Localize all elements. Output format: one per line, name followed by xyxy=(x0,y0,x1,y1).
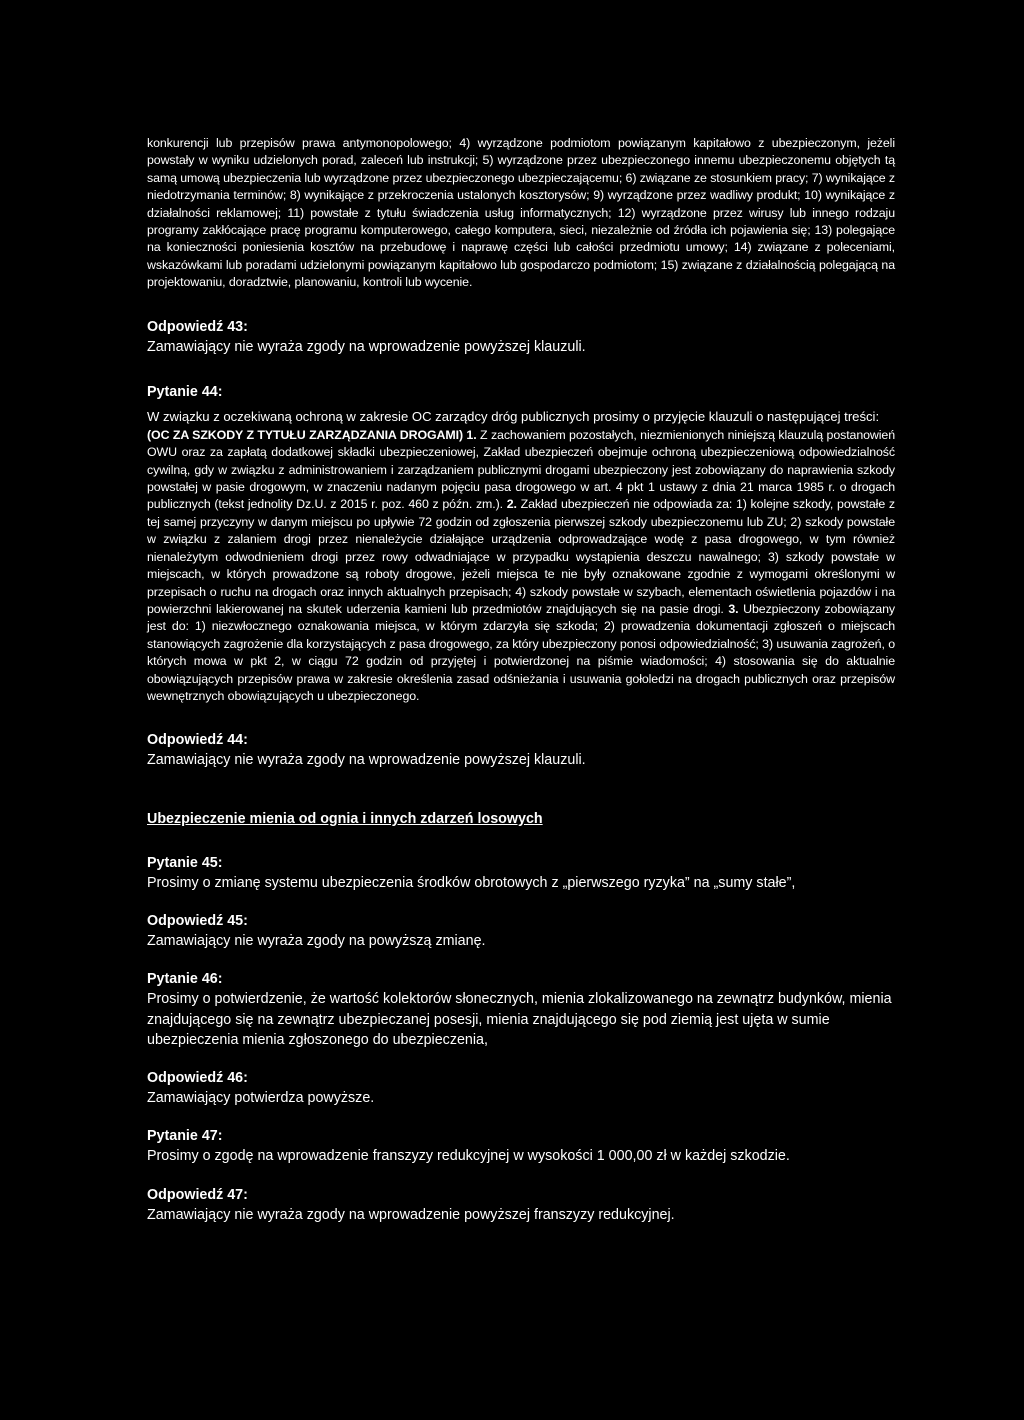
answer-46-heading: Odpowiedź 46: xyxy=(147,1070,248,1087)
clause-part-2: Zakład ubezpieczeń nie odpowiada za: 1) kolejne szkody, powstałe z tej samej przyczyny w danym miejscu po upływie 72 godzin od zgłoszenia pierwszej szkody ubezpieczonemu lub ZU; 2) szkody powstałe w związku z zalaniem drogi przez nienależycie działające urządzenia odprowadzające wodę z pasa drogowego, w tym również nienależytym odwodnieniem drogi przez rowy odwadniające w przypadku wystąpienia deszczu nawalnego; 3) szkody powstałe w miejscach, w których prowadzone są roboty drogowe, jeżeli miejsca te nie były oznakowane zgodnie z wymogami określonymi w przepisach o ruchu na drogach oraz innych aktualnych przepisach; 4) szkody powstałe w szybach, elementach oświetlenia pojazdów i na powierzchni lakierowanej na skutek uderzenia kamieni lub przedmiotów znajdujących się na pasie drogi. xyxy=(147,497,895,616)
question-45-text: Prosimy o zmianę systemu ubezpieczenia środków obrotowych z „pierwszego ryzyka” na „sumy stałe”, xyxy=(147,874,796,891)
answer-44-text: Zamawiający nie wyraża zgody na wprowadzenie powyższej klauzuli. xyxy=(147,752,586,769)
answer-47 xyxy=(147,1185,895,1225)
answer-47-text: Zamawiający nie wyraża zgody na wprowadzenie powyższej franszyzy redukcyjnej. xyxy=(147,1206,675,1223)
clause-part-1: Z zachowaniem pozostałych, niezmienionych niniejszą klauzulą postanowień OWU oraz za zapłatą dodatkowej składki ubezpieczeniowej, Zakład ubezpieczeń obejmuje ochroną ubezpieczeniową odpowiedzialność cywilną, gdy w związku z administrowaniem i zarządzaniem publicznymi drogami ubezpieczony jest zobowiązany do naprawienia szkody powstałej w pasie drogowym, w znaczeniu nadanym pojęciu pasa drogowego w art. 4 pkt 1 ustawy z dnia 21 marca 1985 r. o drogach publicznych (tekst jednolity Dz.U. z 2015 r. poz. 460 z późn. zm.). xyxy=(147,427,895,512)
answer-43 xyxy=(147,317,895,357)
question-44-heading: Pytanie 44: xyxy=(147,383,223,400)
clause-number-3: 3. xyxy=(728,601,739,616)
answer-43-heading: Odpowiedź 43: xyxy=(147,318,248,335)
answer-45-text: Zamawiający nie wyraża zgody na powyższą zmianę. xyxy=(147,932,486,949)
continuation-paragraph: konkurencji lub przepisów prawa antymonopolowego; 4) wyrządzone podmiotom powiązanym kapitałowo z ubezpieczonym, jeżeli powstały w wyniku udzielonych porad, zaleceń lub instrukcji; 5) wyrządzone przez ubezpieczonego innemu ubezpieczonemu objętych tą samą umową ubezpieczenia lub wyrządzone przez ubezpieczonego ubezpieczającemu; 6) związane ze stosunkiem pracy; 7) wynikające z niedotrzymania terminów; 8) wynikające z przekroczenia ustalonych kosztorysów; 9) wyrządzone przez wadliwy produkt; 10) wynikające z działalności reklamowej; 11) powstałe z tytułu świadczenia usług informatycznych; 12) wyrządzone przez wirusy lub innego rodzaju programy zakłócające pracę programu komputerowego, całego komputera, sieci, niezależnie od źródła ich pojawienia się; 13) polegające na konieczności poniesienia kosztów na przebudowę i naprawę części lub całości przedmiotu umowy; 14) związane z poleceniami, wskazówkami lub poradami udzielonymi powiązanym kapitałowo lub gospodarczo podmiotom; 15) związane z działalnością polegającą na projektowaniu, doradztwie, planowaniu, kontroli lub wycenie. xyxy=(147,136,895,290)
question-46-text: Prosimy o potwierdzenie, że wartość kolektorów słonecznych, mienia zlokalizowanego na zewnątrz budynków, mienia znajdującego się na zewnątrz ubezpieczanej posesji, mienia znajdującego się pod ziemią jest ujęta w sumie ubezpieczenia mienia zgłoszonego do ubezpieczenia, xyxy=(147,991,892,1048)
clause-number-2: 2. xyxy=(506,497,517,512)
question-46 xyxy=(147,969,895,1050)
answer-46-text: Zamawiający potwierdza powyższe. xyxy=(147,1090,375,1107)
answer-47-heading: Odpowiedź 47: xyxy=(147,1186,248,1203)
answer-44-heading: Odpowiedź 44: xyxy=(147,732,248,749)
answer-44 xyxy=(147,730,895,770)
clause-part-3: Ubezpieczony zobowiązany jest do: 1) niezwłocznego oznakowania miejsca, w którym zdarzyła się szkoda; 2) prowadzenia dokumentacji zgłoszeń o miejscach stanowiących zagrożenie dla korzystających z pasa drogowego, za który ubezpieczony ponosi odpowiedzialność; 3) usuwania zagrożeń, o których mowa w pkt 2, w ciągu 72 godzin od przyjętej i potwierdzonej na piśmie wiadomości; 4) stosowania się do aktualnie obowiązujących przepisów prawa w zakresie określenia zasad odśnieżania i usuwania gołoledzi na drogach publicznych oraz przepisów wewnętrznych obowiązujących u ubezpieczonego. xyxy=(147,601,895,703)
document-page xyxy=(147,135,895,1225)
question-44-intro: W związku z oczekiwaną ochroną w zakresie OC zarządcy dróg publicznych prosimy o przyjęcie klauzuli o następującej treści: xyxy=(147,408,880,424)
question-47-text: Prosimy o zgodę na wprowadzenie franszyzy redukcyjnej w wysokości 1 000,00 zł w każdej szkodzie. xyxy=(147,1148,790,1165)
answer-45-heading: Odpowiedź 45: xyxy=(147,912,248,929)
question-45-heading: Pytanie 45: xyxy=(147,854,223,871)
answer-45 xyxy=(147,911,895,951)
answer-43-text: Zamawiający nie wyraża zgody na wprowadzenie powyższej klauzuli. xyxy=(147,338,586,355)
answer-46 xyxy=(147,1068,895,1108)
question-45 xyxy=(147,853,895,893)
clause-title: (OC ZA SZKODY Z TYTUŁU ZARZĄDZANIA DROGAMI) 1. xyxy=(147,427,477,442)
question-47 xyxy=(147,1126,895,1166)
question-47-heading: Pytanie 47: xyxy=(147,1128,223,1145)
question-44-clause xyxy=(147,427,895,706)
question-46-heading: Pytanie 46: xyxy=(147,971,223,988)
section-title: Ubezpieczenie mienia od ognia i innych zdarzeń losowych xyxy=(147,810,543,827)
question-44 xyxy=(147,382,895,705)
